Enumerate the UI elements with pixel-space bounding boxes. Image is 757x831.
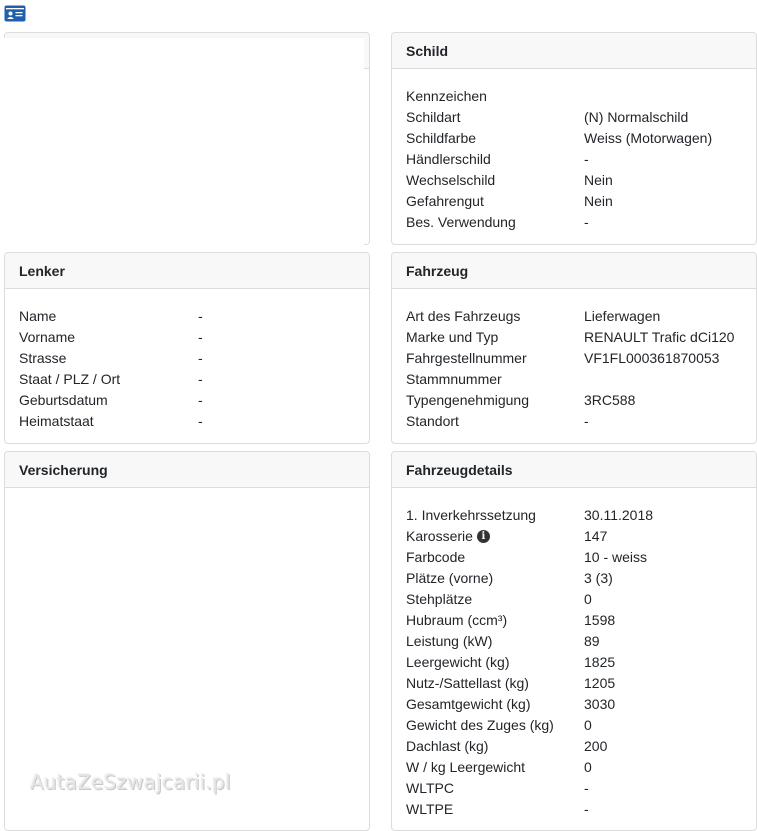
table-row — [19, 369, 355, 390]
row-value: (N) Normalschild — [584, 109, 689, 125]
table-row — [406, 547, 742, 568]
table-row — [406, 799, 742, 820]
row-value: 0 — [584, 759, 592, 775]
table-row — [406, 736, 742, 757]
row-value: - — [198, 308, 203, 324]
row-value: 3RC588 — [584, 392, 636, 408]
row-label: Art des Fahrzeugs — [406, 308, 521, 324]
table-row — [406, 369, 742, 390]
row-label: WLTPE — [406, 801, 454, 817]
card-schild-title: Schild — [392, 33, 756, 69]
row-label: Name — [19, 308, 57, 324]
karosserie-label: Karosserie — [406, 528, 473, 544]
row-label: Gefahrengut — [406, 193, 484, 209]
table-row — [406, 212, 742, 233]
table-row — [19, 306, 355, 327]
row-value: 3 (3) — [584, 570, 613, 586]
row-value: 200 — [584, 738, 608, 754]
schild-list — [392, 69, 756, 233]
table-row — [19, 348, 355, 369]
row-label: Vorname — [19, 329, 76, 345]
row-value: - — [584, 413, 589, 429]
privacy-mask — [2, 38, 364, 256]
table-row — [19, 411, 355, 432]
row-value: - — [584, 214, 589, 230]
table-row — [406, 327, 742, 348]
row-value: - — [584, 801, 589, 817]
row-label: Farbcode — [406, 549, 466, 565]
table-row — [19, 390, 355, 411]
info-icon[interactable]: i — [477, 530, 490, 543]
table-row — [406, 778, 742, 799]
row-label: W / kg Leergewicht — [406, 759, 526, 775]
card-fahrzeugdetails-title: Fahrzeugdetails — [392, 452, 756, 488]
row-label: Staat / PLZ / Ort — [19, 371, 121, 387]
row-value: 1205 — [584, 675, 616, 691]
table-row — [406, 149, 742, 170]
row-value: - — [198, 350, 203, 366]
row-value: 30.11.2018 — [584, 507, 654, 523]
row-value: Lieferwagen — [584, 308, 661, 324]
card-fahrzeugdetails — [391, 451, 757, 831]
card-fahrzeug-title: Fahrzeug — [392, 253, 756, 289]
row-value: - — [584, 780, 589, 796]
row-label: Schildfarbe — [406, 130, 477, 146]
row-label: Standort — [406, 413, 459, 429]
row-label: Fahrgestellnummer — [406, 350, 527, 366]
row-value: 0 — [584, 591, 592, 607]
table-row — [406, 757, 742, 778]
table-row — [406, 673, 742, 694]
table-row — [406, 526, 742, 547]
row-label: Stammnummer — [406, 371, 502, 387]
card-schild — [391, 32, 757, 245]
card-lenker-title: Lenker — [5, 253, 369, 289]
row-label: Schildart — [406, 109, 461, 125]
table-row — [406, 86, 742, 107]
row-label: Leergewicht (kg) — [406, 654, 510, 670]
table-row — [406, 348, 742, 369]
row-label: WLTPC — [406, 780, 454, 796]
row-label: Plätze (vorne) — [406, 570, 494, 586]
row-value: RENAULT Trafic dCi120 — [584, 329, 735, 345]
table-row — [406, 652, 742, 673]
row-label: Geburtsdatum — [19, 392, 108, 408]
row-label — [406, 526, 490, 547]
watermark: AutaZeSzwajcarii.pl — [30, 770, 231, 794]
row-label: Kennzeichen — [406, 88, 487, 104]
row-label: Gesamtgewicht (kg) — [406, 696, 531, 712]
lenker-list — [5, 289, 369, 432]
table-row — [406, 694, 742, 715]
row-value: - — [584, 151, 589, 167]
row-label: Dachlast (kg) — [406, 738, 489, 754]
row-value: VF1FL000361870053 — [584, 350, 720, 366]
row-label: Gewicht des Zuges (kg) — [406, 717, 554, 733]
row-label: 1. Inverkehrssetzung — [406, 507, 536, 523]
row-label: Händlerschild — [406, 151, 491, 167]
row-value: 0 — [584, 717, 592, 733]
row-value: 147 — [584, 528, 608, 544]
card-lenker — [4, 252, 370, 444]
card-fahrzeug — [391, 252, 757, 444]
row-label: Hubraum (ccm³) — [406, 612, 508, 628]
table-row — [406, 411, 742, 432]
table-row — [406, 306, 742, 327]
row-value: 89 — [584, 633, 600, 649]
row-label: Leistung (kW) — [406, 633, 493, 649]
table-row — [406, 505, 742, 526]
table-row — [406, 107, 742, 128]
table-row — [406, 390, 742, 411]
row-value: - — [198, 329, 203, 345]
row-label: Nutz-/Sattellast (kg) — [406, 675, 529, 691]
row-label: Bes. Verwendung — [406, 214, 516, 230]
row-value: Nein — [584, 193, 613, 209]
table-row — [406, 631, 742, 652]
table-row — [19, 327, 355, 348]
row-label: Stehplätze — [406, 591, 473, 607]
id-card-icon — [4, 5, 26, 22]
table-row — [406, 568, 742, 589]
row-label: Marke und Typ — [406, 329, 499, 345]
table-row — [406, 589, 742, 610]
row-value: Weiss (Motorwagen) — [584, 130, 713, 146]
fahrzeug-list — [392, 289, 756, 432]
row-value: 10 - weiss — [584, 549, 648, 565]
row-value: 3030 — [584, 696, 616, 712]
table-row — [406, 715, 742, 736]
row-label: Typengenehmigung — [406, 392, 529, 408]
table-row — [406, 191, 742, 212]
row-value: 1598 — [584, 612, 616, 628]
row-label: Wechselschild — [406, 172, 496, 188]
card-versicherung-title: Versicherung — [5, 452, 369, 488]
row-label: Heimatstaat — [19, 413, 94, 429]
row-value: 1825 — [584, 654, 616, 670]
row-value: - — [198, 392, 203, 408]
row-value: - — [198, 413, 203, 429]
table-row — [406, 128, 742, 149]
row-label: Strasse — [19, 350, 67, 366]
row-value: - — [198, 371, 203, 387]
table-row — [406, 170, 742, 191]
table-row — [406, 610, 742, 631]
row-value: Nein — [584, 172, 613, 188]
fahrzeugdetails-list — [392, 488, 756, 820]
